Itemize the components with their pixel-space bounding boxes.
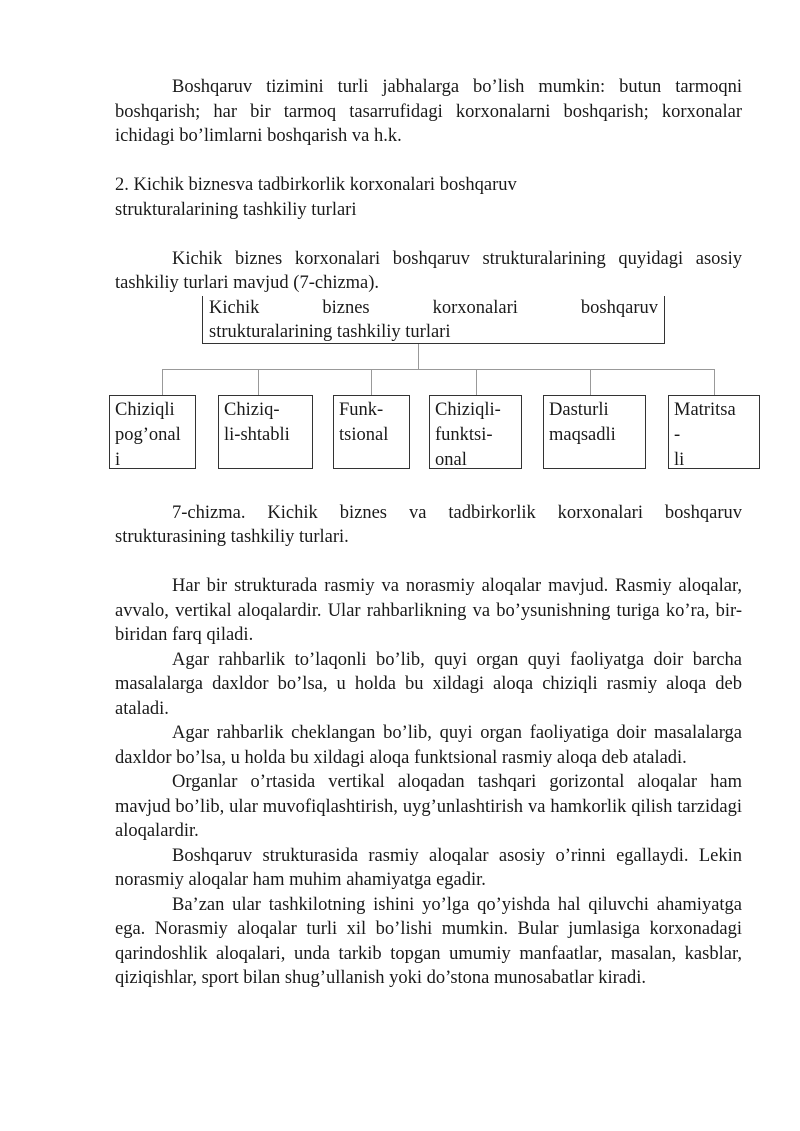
- connector-line: [162, 369, 163, 395]
- paragraph-horizontal-links: Organlar o’rtasida vertikal aloqadan tashqari gorizontal aloqalar ham mavjud bo’lib, ular muvofiqlashtirish, uyg’unlashtirish va hamkorlik qilish tarzidagi aloqalardir.: [115, 772, 742, 841]
- figure-caption: 7-chizma. Kichik biznes va tadbirkorlik korxonalari boshqaruv strukturasining tashkiliy turlari.: [115, 502, 742, 547]
- type-label: Chiziqli- funktsi- onal: [435, 399, 501, 470]
- connector-line: [476, 369, 477, 395]
- type-label: Chiziqli pog’onal i: [115, 399, 181, 470]
- type-label: Funk- tsional: [339, 399, 389, 445]
- paragraph-intro: Boshqaruv tizimini turli jabhalarga bo’lish mumkin: butun tarmoqni boshqarish; har bir tarmoq tasarrufidagi korxonalarni boshqarish; korxonalar ichidagi bo’limlarni boshqarish va h.k.: [115, 77, 742, 146]
- type-box-dasturli-maqsadli: [543, 395, 646, 469]
- connector-line: [162, 369, 714, 370]
- connector-line: [590, 369, 591, 395]
- type-box-chiziqli-shtabli: [218, 395, 313, 469]
- connector-line: [714, 369, 715, 395]
- paragraph-formal-links: Har bir strukturada rasmiy va norasmiy aloqalar mavjud. Rasmiy aloqalar, avvalo, vertikal aloqalardir. Ular rahbarlikning va bo’ysunishning turiga ko’ra, bir-biridan farq qiladi.: [115, 576, 742, 645]
- root-word: korxonalari: [432, 297, 518, 318]
- connector-line: [418, 344, 419, 369]
- type-label: Dasturli maqsadli: [549, 399, 616, 445]
- paragraph-types-intro: Kichik biznes korxonalari boshqaruv strukturalarining quyidagi asosiy tashkiliy turlari mavjud (7-chizma).: [115, 248, 742, 293]
- type-box-chiziqli-funktsional: [429, 395, 522, 469]
- paragraph-linear-link: Agar rahbarlik to’laqonli bo’lib, quyi organ quyi faoliyatga doir barcha masalalarga daxldor bo’lsa, u holda bu xildagi aloqa chiziqli rasmiy aloqa deb ataladi.: [115, 649, 742, 719]
- type-label: Matritsa - li: [674, 399, 736, 470]
- root-line-2: strukturalarining tashkiliy turlari: [209, 321, 451, 342]
- paragraph-functional-link: Agar rahbarlik cheklangan bo’lib, quyi organ faoliyatiga doir masalalarga daxldor bo’lsa, u holda bu xildagi aloqa funktsional rasmiy aloqa deb ataladi.: [115, 723, 742, 768]
- type-box-funktsional: [333, 395, 410, 469]
- connector-line: [258, 369, 259, 395]
- root-word: biznes: [322, 297, 370, 318]
- root-word: boshqaruv: [580, 297, 658, 318]
- structure-diagram: [115, 296, 742, 501]
- type-box-matritsali: [668, 395, 760, 469]
- paragraph-informal-links: Boshqaruv strukturasida rasmiy aloqalar asosiy o’rinni egallaydi. Lekin norasmiy aloqalar ham muhim ahamiyatga egadir.: [115, 845, 742, 890]
- type-box-chiziqli-pogonali: [109, 395, 196, 469]
- root-word: Kichik: [209, 297, 260, 318]
- type-label: Chiziq- li-shtabli: [224, 399, 290, 445]
- connector-line: [371, 369, 372, 395]
- section-heading: 2. Kichik biznesva tadbirkorlik korxonalari boshqaruv strukturalarining tashkiliy turlari: [115, 175, 517, 220]
- paragraph-informal-examples: Ba’zan ular tashkilotning ishini yo’lga qo’yishda hal qiluvchi ahamiyatga ega. Norasmiy aloqalar turli xil bo’lishi mumkin. Bular jumlasiga korxonadagi qarindoshlik aloqalari, unda tarkib topgan umumiy manfaatlar, masalan, kasblar, qiziqishlar, sport bilan shug’ullanish yoki do’stona munosabatlar kiradi.: [115, 894, 742, 988]
- document-page: [115, 75, 742, 991]
- diagram-root-box: [202, 296, 665, 344]
